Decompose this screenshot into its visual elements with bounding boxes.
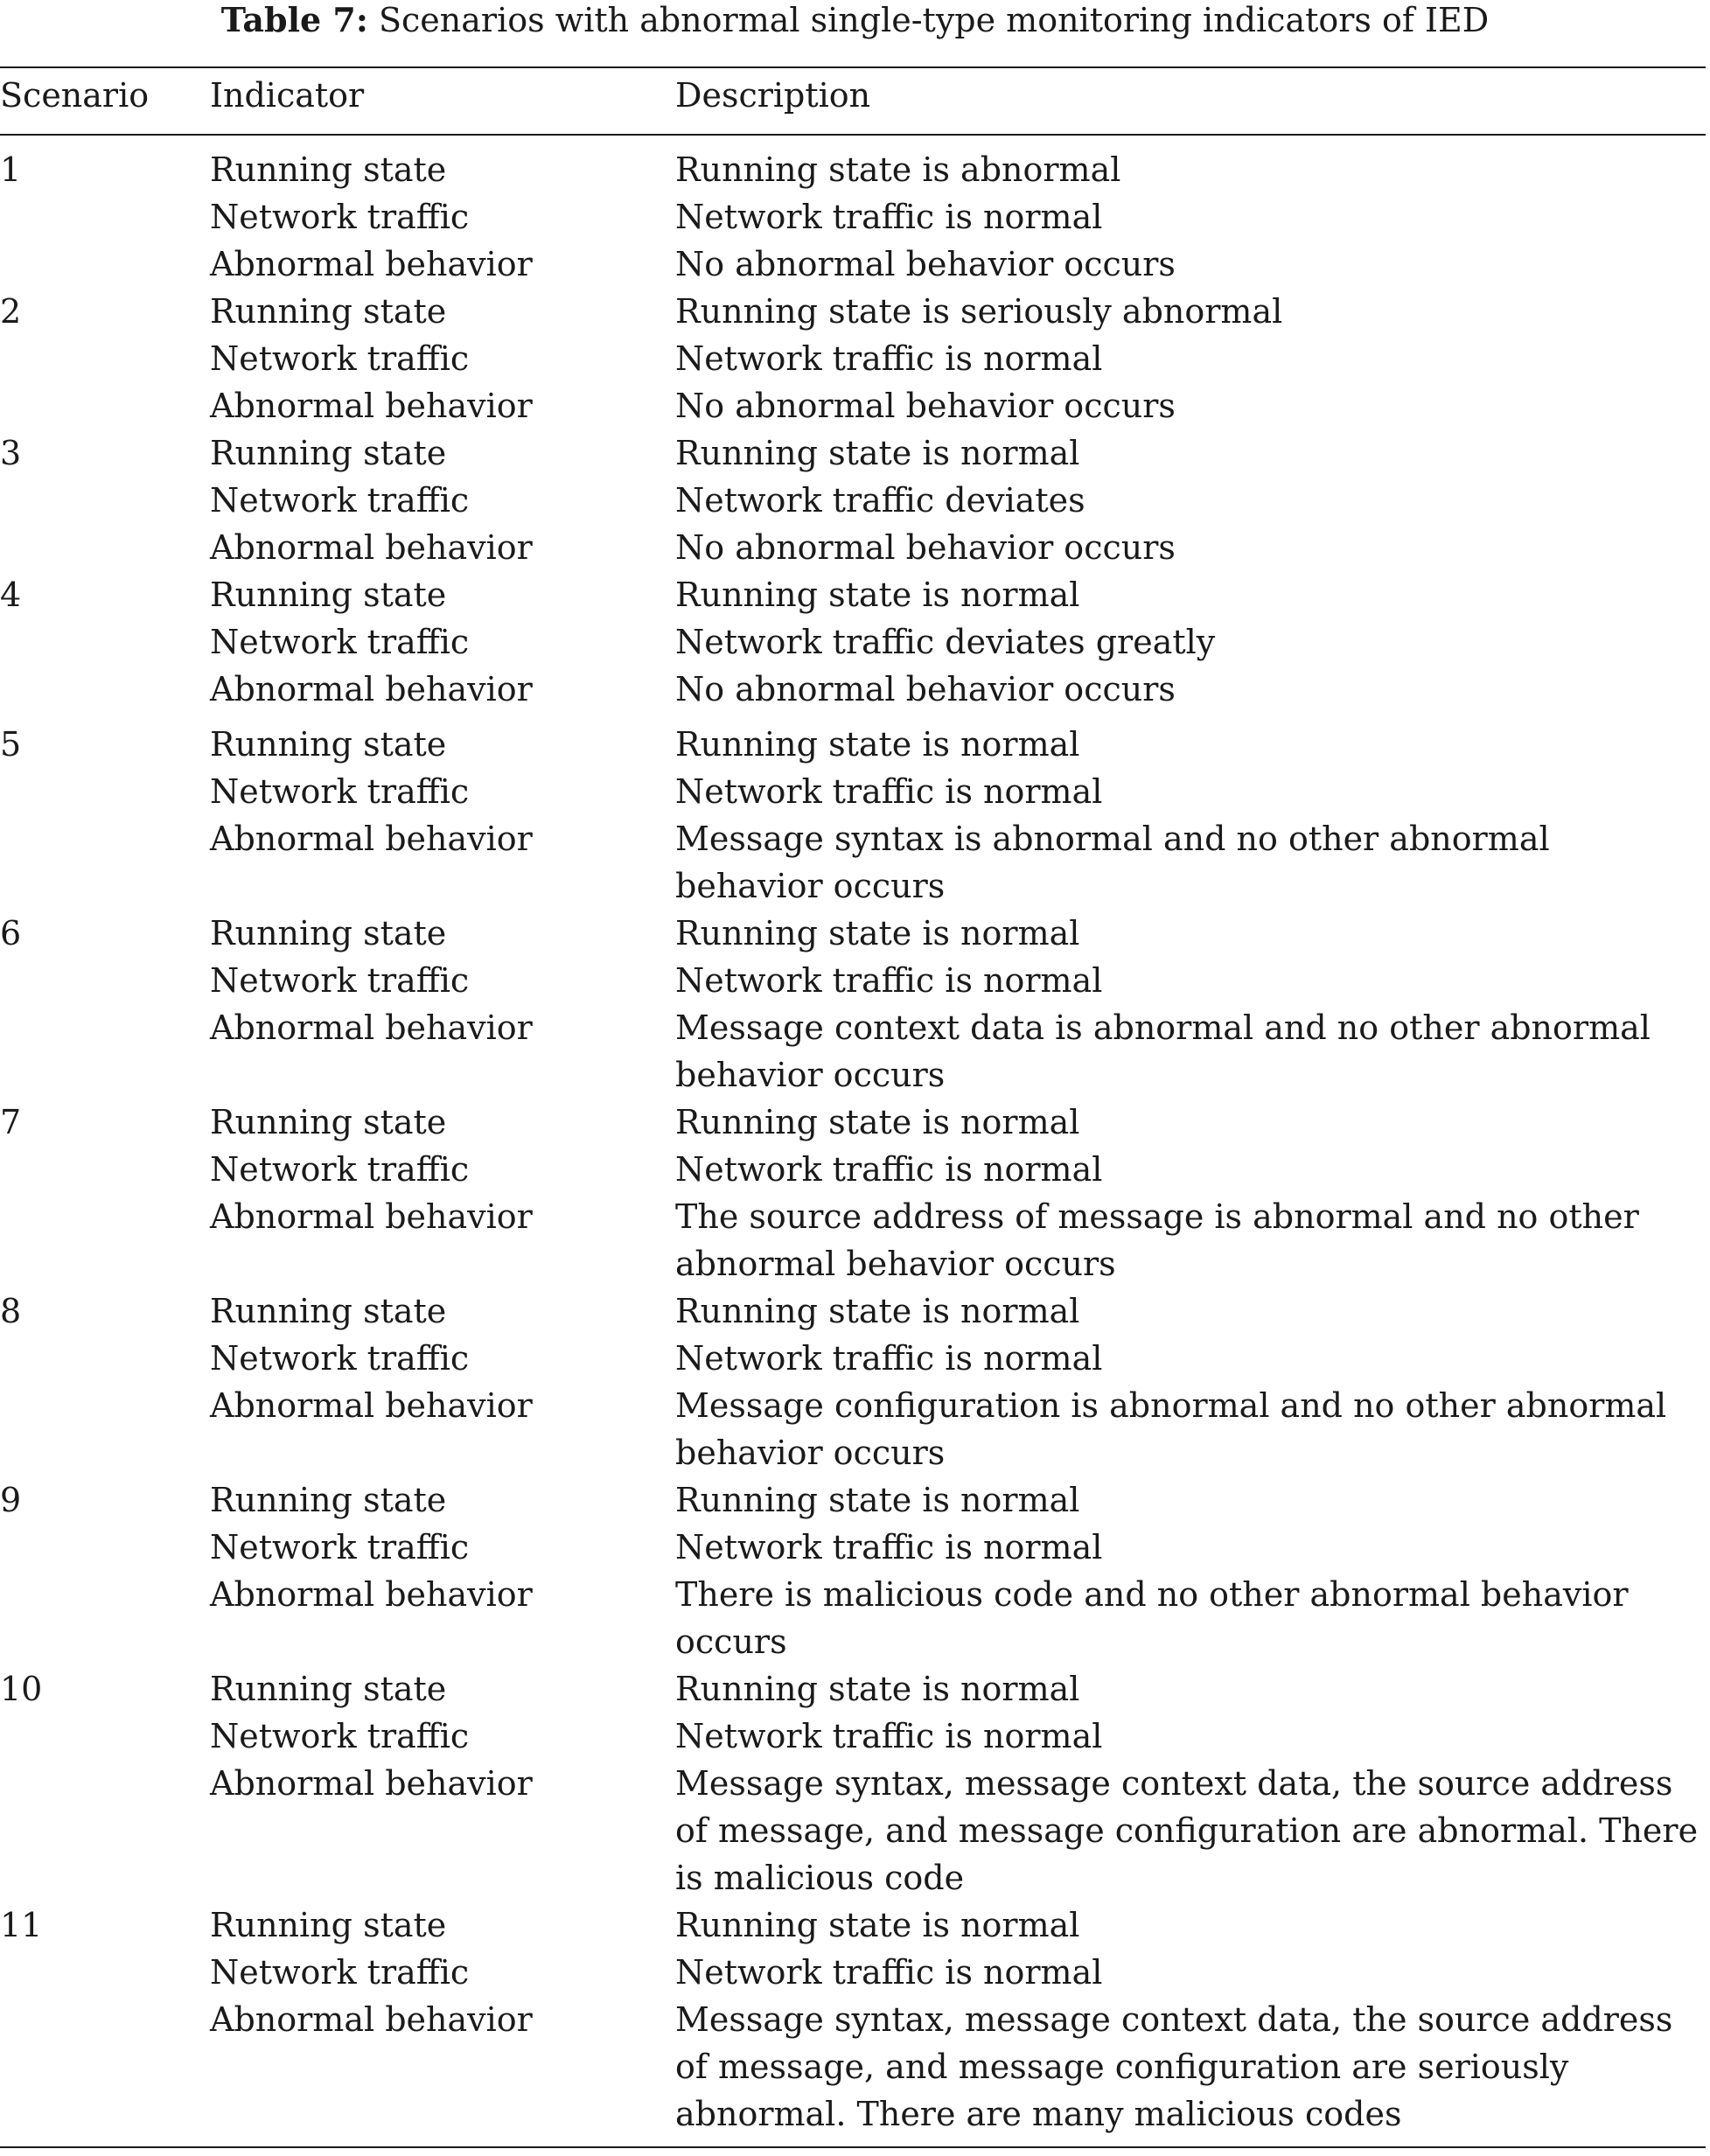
- table-row: [0, 721, 1710, 768]
- description-cell: Running state is seriously abnormal: [675, 292, 1283, 331]
- table-body: [0, 146, 1710, 2138]
- indicator-cell: Running state: [210, 150, 447, 189]
- table-caption-label: Table 7:: [220, 0, 368, 39]
- scenario-number: 1: [0, 150, 22, 189]
- scenario-group: [0, 571, 1710, 713]
- description-cell: Network traffic deviates: [675, 481, 1085, 520]
- description-cell: Message syntax, message context data, the source address of message, and message configuration are seriously abnormal. There are many malicious codes: [675, 2000, 1673, 2133]
- description-cell: Network traffic is normal: [675, 1717, 1103, 1755]
- description-cell: Message syntax, message context data, the source address of message, and message configuration are abnormal. There is malicious code: [675, 1764, 1699, 1897]
- scenario-group: [0, 429, 1710, 571]
- scenario-group: [0, 1476, 1710, 1665]
- table-row: [0, 335, 1710, 382]
- indicator-cell: Running state: [210, 1292, 447, 1330]
- scenario-number: 4: [0, 576, 22, 614]
- indicator-cell: Abnormal behavior: [210, 528, 533, 567]
- indicator-cell: Network traffic: [210, 623, 470, 661]
- table-row: [0, 768, 1710, 815]
- description-cell: Running state is normal: [675, 1292, 1080, 1330]
- table-header-rule: [0, 134, 1706, 136]
- scenario-number: 7: [0, 1103, 22, 1141]
- description-cell: Message configuration is abnormal and no other abnormal behavior occurs: [675, 1386, 1667, 1472]
- indicator-cell: Network traffic: [210, 1953, 470, 1992]
- description-cell: No abnormal behavior occurs: [675, 245, 1176, 283]
- column-header-description: Description: [675, 76, 871, 115]
- indicator-cell: Running state: [210, 1103, 447, 1141]
- indicator-cell: Running state: [210, 1670, 447, 1708]
- indicator-cell: Abnormal behavior: [210, 1764, 533, 1803]
- table-row: [0, 1476, 1710, 1524]
- indicator-cell: Network traffic: [210, 1717, 470, 1755]
- table-caption-text: Scenarios with abnormal single-type monitoring indicators of IED: [378, 1, 1490, 39]
- table-row: [0, 1901, 1710, 1949]
- table-row: [0, 1335, 1710, 1382]
- table-row: [0, 429, 1710, 477]
- indicator-cell: Abnormal behavior: [210, 1197, 533, 1236]
- indicator-cell: Network traffic: [210, 961, 470, 1000]
- indicator-cell: Abnormal behavior: [210, 387, 533, 425]
- table-row: [0, 382, 1710, 429]
- scenario-number: 11: [0, 1906, 43, 1944]
- description-cell: Network traffic is normal: [675, 961, 1103, 1000]
- description-cell: Network traffic is normal: [675, 1528, 1103, 1566]
- table-row: [0, 618, 1710, 666]
- indicator-cell: Network traffic: [210, 772, 470, 811]
- table-row: [0, 1099, 1710, 1146]
- table-row: [0, 666, 1710, 713]
- scenario-number: 8: [0, 1292, 22, 1330]
- indicator-cell: Abnormal behavior: [210, 1575, 533, 1614]
- scenario-group: [0, 288, 1710, 429]
- description-cell: Running state is normal: [675, 914, 1080, 952]
- description-cell: The source address of message is abnormal and no other abnormal behavior occurs: [675, 1197, 1639, 1283]
- description-cell: There is malicious code and no other abnormal behavior occurs: [675, 1575, 1629, 1661]
- table-row: [0, 1571, 1710, 1665]
- indicator-cell: Network traffic: [210, 1528, 470, 1566]
- scenario-group: [0, 1099, 1710, 1287]
- indicator-cell: Abnormal behavior: [210, 1386, 533, 1425]
- description-cell: Running state is normal: [675, 434, 1080, 472]
- indicator-cell: Running state: [210, 1906, 447, 1944]
- table-row: [0, 1996, 1710, 2138]
- scenario-number: 3: [0, 434, 22, 472]
- scenario-number: 5: [0, 725, 22, 764]
- indicator-cell: Abnormal behavior: [210, 2000, 533, 2039]
- table-row: [0, 910, 1710, 957]
- description-cell: Message syntax is abnormal and no other abnormal behavior occurs: [675, 820, 1550, 905]
- scenario-group: [0, 1665, 1710, 1901]
- indicator-cell: Running state: [210, 434, 447, 472]
- table-row: [0, 288, 1710, 335]
- description-cell: Running state is abnormal: [675, 150, 1121, 189]
- table-bottom-rule: [0, 2146, 1706, 2148]
- scenario-number: 2: [0, 292, 22, 331]
- table-row: [0, 571, 1710, 618]
- indicator-cell: Abnormal behavior: [210, 1008, 533, 1047]
- indicator-cell: Running state: [210, 576, 447, 614]
- description-cell: No abnormal behavior occurs: [675, 670, 1176, 708]
- indicator-cell: Network traffic: [210, 481, 470, 520]
- description-cell: Network traffic deviates greatly: [675, 623, 1216, 661]
- table-row: [0, 957, 1710, 1004]
- indicator-cell: Network traffic: [210, 339, 470, 378]
- table-row: [0, 146, 1710, 193]
- table-row: [0, 524, 1710, 571]
- table-row: [0, 1949, 1710, 1996]
- scenario-group: [0, 146, 1710, 288]
- table-row: [0, 1665, 1710, 1713]
- table-row: [0, 1760, 1710, 1901]
- description-cell: No abnormal behavior occurs: [675, 387, 1176, 425]
- table-row: [0, 477, 1710, 524]
- indicator-cell: Running state: [210, 914, 447, 952]
- table-row: [0, 1004, 1710, 1099]
- description-cell: Running state is normal: [675, 1481, 1080, 1519]
- scenario-group: [0, 721, 1710, 910]
- table-caption: [0, 0, 1710, 39]
- scenario-group: [0, 1287, 1710, 1476]
- indicator-cell: Running state: [210, 292, 447, 331]
- table-row: [0, 1193, 1710, 1287]
- table-row: [0, 193, 1710, 241]
- description-cell: No abnormal behavior occurs: [675, 528, 1176, 567]
- description-cell: Network traffic is normal: [675, 1953, 1103, 1992]
- table-top-rule: [0, 66, 1706, 68]
- description-cell: Network traffic is normal: [675, 339, 1103, 378]
- scenario-number: 9: [0, 1481, 22, 1519]
- table-row: [0, 241, 1710, 288]
- table-row: [0, 1524, 1710, 1571]
- indicator-cell: Network traffic: [210, 1339, 470, 1378]
- scenario-group: [0, 910, 1710, 1099]
- table-row: [0, 1713, 1710, 1760]
- table-row: [0, 1146, 1710, 1193]
- scenario-number: 6: [0, 914, 22, 952]
- indicator-cell: Running state: [210, 725, 447, 764]
- description-cell: Message context data is abnormal and no other abnormal behavior occurs: [675, 1008, 1651, 1094]
- description-cell: Running state is normal: [675, 725, 1080, 764]
- description-cell: Running state is normal: [675, 1103, 1080, 1141]
- description-cell: Running state is normal: [675, 1670, 1080, 1708]
- indicator-cell: Abnormal behavior: [210, 820, 533, 858]
- table-row: [0, 1287, 1710, 1335]
- table-row: [0, 815, 1710, 910]
- description-cell: Running state is normal: [675, 1906, 1080, 1944]
- description-cell: Network traffic is normal: [675, 772, 1103, 811]
- column-header-scenario: Scenario: [0, 76, 150, 115]
- indicator-cell: Network traffic: [210, 1150, 470, 1189]
- indicator-cell: Abnormal behavior: [210, 245, 533, 283]
- description-cell: Running state is normal: [675, 576, 1080, 614]
- scenario-group: [0, 1901, 1710, 2138]
- description-cell: Network traffic is normal: [675, 1339, 1103, 1378]
- indicator-cell: Abnormal behavior: [210, 670, 533, 708]
- table-row: [0, 1382, 1710, 1476]
- scenario-number: 10: [0, 1670, 43, 1708]
- description-cell: Network traffic is normal: [675, 198, 1103, 236]
- indicator-cell: Network traffic: [210, 198, 470, 236]
- column-header-indicator: Indicator: [210, 76, 365, 115]
- indicator-cell: Running state: [210, 1481, 447, 1519]
- description-cell: Network traffic is normal: [675, 1150, 1103, 1189]
